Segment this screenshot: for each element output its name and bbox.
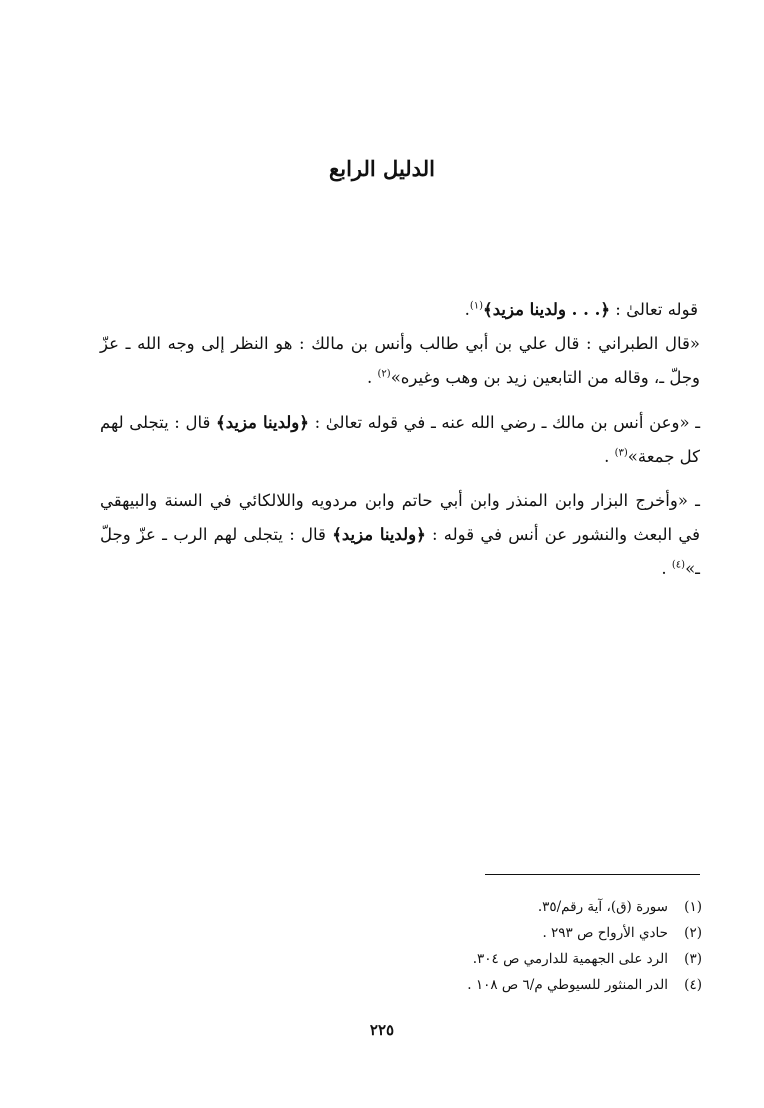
footnotes-list [380,894,702,998]
sentence-end: . [464,300,470,319]
footnote-text: حادي الأرواح ص ٢٩٣ . [542,925,668,941]
footnote-number: (١) [684,899,702,915]
footnote-ref-2: (٢) [377,368,391,380]
footnote-number: (٣) [684,951,702,967]
footnote-ref-1: (١) [469,300,484,312]
quran-verse: ﴿ولدينا مزيد﴾ [332,525,426,544]
sentence-end: . [367,368,378,387]
paragraph-anas-before: ـ «وعن أنس بن مالك ـ رضي الله عنه ـ في قوله تعالىٰ : [314,413,701,432]
footnote-item [380,894,702,920]
verse-intro-text: قوله تعالىٰ : [615,300,698,319]
paragraph-bazzar-after: قال : يتجلى لهم الرب ـ عزّ وجلّ ـ» [100,525,700,578]
footnote-number: (٤) [684,977,702,993]
page-number: ٢٢٥ [369,1021,395,1039]
footnote-divider [485,874,700,875]
footnote-item [380,920,702,946]
footnote-item [380,946,702,972]
paragraph-verse-intro [100,293,700,327]
quran-verse: ﴿. . . ولدينا مزيد﴾ [483,300,611,319]
paragraph-tabarani-text: «قال الطبراني : قال علي بن أبي طالب وأنس بن مالك : هو النظر إلى وجه الله ـ عزّ وجلّ ـ، وقاله من التابعين زيد بن وهب وغيره» [100,334,700,387]
paragraph-bazzar-before: ـ «وأخرج البزار وابن المنذر وابن أبي حاتم وابن مردويه واللالكائي في السنة والبيهقي في البعث والنشور عن أنس في قوله : [100,491,700,544]
footnote-text: الرد على الجهمية للدارمي ص ٣٠٤. [472,951,668,967]
footnote-ref-3: (٣) [614,447,628,459]
footnote-text: سورة (ق)، آية رقم/٣٥. [537,899,668,915]
quran-verse: ﴿ولدينا مزيد﴾ [216,413,309,432]
paragraph-anas [100,406,700,474]
footnote-number: (٢) [684,925,702,941]
footnote-item [380,972,702,998]
paragraph-tabarani [100,327,700,395]
sentence-end: . [661,559,672,578]
footnote-text: الدر المنثور للسيوطي م/٦ ص ١٠٨ . [467,977,668,993]
footnote-ref-4: (٤) [671,559,686,571]
chapter-heading: الدليل الرابع [329,156,435,181]
sentence-end: . [604,447,615,466]
paragraph-bazzar [100,484,700,586]
paragraph-anas-after: قال : يتجلى لهم كل جمعة» [100,413,700,466]
